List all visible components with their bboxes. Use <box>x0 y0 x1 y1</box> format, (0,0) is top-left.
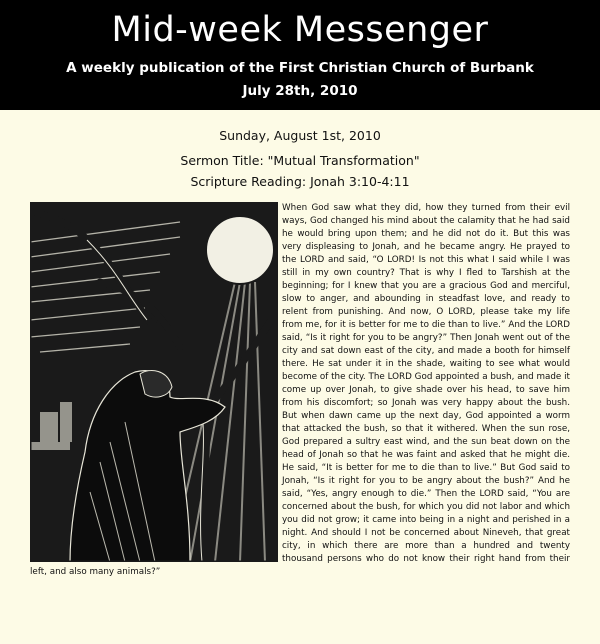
scripture-text <box>30 202 570 579</box>
scripture-reading: Scripture Reading: Jonah 3:10-4:11 <box>190 174 410 189</box>
newsletter-title: Mid-week Messenger <box>111 10 489 50</box>
scripture-passage: When God saw what they did, how they turned from their evil ways, God changed his mind about the calamity that he had said he would bring upon them; and he did not do it. But this was very displeasing to Jonah, and he became angry. He prayed to the LORD and said, “O LORD! Is not this what I said while I was still in my own country? That is why I fled to Tarshish at the beginning; for I knew that you are a gracious God and merciful, slow to anger, and abounding in steadfast love, and ready to relent from punishing. And now, O LORD, please take my life from me, for it is better for me to die than to live.” And the LORD said, “Is it right for you to be angry?” Then Jonah went out of the city and sat down east of the city, and made a booth for himself there. He sat under it in the shade, waiting to see what would become of the city. The LORD God appointed a bush, and made it come up over Jonah, to give shade over his head, to save him from his discomfort; so Jonah was very happy about the bush. But when dawn came up the next day, God appointed a worm that attacked the bush, so that it withered. When the sun rose, God prepared a sultry east wind, and the sun beat down on the head of Jonah so that he was faint and asked that he might die. He said, “It is better for me to die than to live.” But God said to Jonah, “Is it right for you to be angry about the bush?” And he said, “Yes, angry enough to die.” Then the LORD said, “You are concerned about the bush, for which you did not labor and which you did not grow; it came into being in a night and perished in a night. And should I not be concerned about Nineveh, that great city, in which there are more than a hundred and twenty thousand persons who do not know their right hand from their left, and also many animals?” <box>30 203 570 577</box>
newsletter-subtitle: A weekly publication of the First Christian Church of Burbank <box>66 60 534 76</box>
issue-date: July 28th, 2010 <box>242 83 358 99</box>
masthead <box>0 0 600 110</box>
illustration-spacer <box>30 202 282 563</box>
service-date: Sunday, August 1st, 2010 <box>219 128 381 143</box>
sermon-title: Sermon Title: "Mutual Transformation" <box>180 153 420 168</box>
